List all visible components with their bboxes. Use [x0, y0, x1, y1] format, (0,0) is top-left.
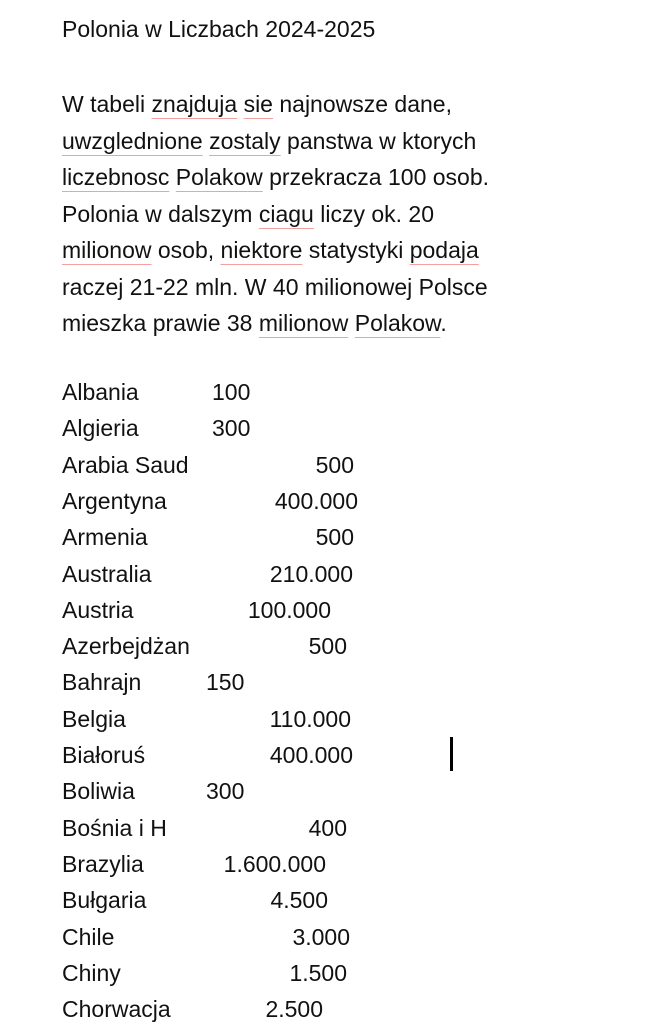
country-row — [0, 628, 648, 664]
country-name: Chile — [62, 923, 115, 950]
country-value: 400.000 — [269, 742, 353, 768]
country-value: 500 — [315, 524, 354, 551]
paragraph-line — [62, 269, 582, 306]
paragraph-text: osob, — [151, 237, 221, 263]
country-row — [0, 737, 648, 773]
spellcheck-word: milionow — [62, 237, 152, 263]
country-row — [0, 410, 648, 446]
country-value: 300 — [212, 415, 251, 442]
country-value: 110.000 — [269, 705, 351, 732]
country-row — [0, 882, 648, 918]
paragraph-text: . — [440, 310, 447, 336]
paragraph-line — [62, 305, 582, 342]
country-row — [0, 519, 648, 555]
country-value: 400 — [308, 814, 347, 841]
paragraph-text: raczej 21-22 mln. W 40 milionowej Polsce — [62, 273, 488, 300]
country-row — [0, 447, 648, 483]
country-name: Chiny — [62, 959, 121, 986]
spellcheck-word: uwzglednione — [62, 127, 203, 154]
paragraph-line — [62, 196, 582, 233]
country-row — [0, 664, 648, 700]
country-name: Belgia — [62, 705, 126, 732]
country-row — [0, 846, 648, 882]
country-value: 150 — [206, 669, 245, 696]
spellcheck-word: podaja — [409, 237, 479, 263]
country-name: Bośnia i H — [62, 814, 167, 841]
spellcheck-word: Polakow — [354, 310, 441, 336]
paragraph-text: statystyki — [302, 237, 410, 263]
country-value: 1.500 — [289, 959, 347, 986]
country-row — [0, 592, 648, 628]
paragraph-text: mieszka prawie 38 — [62, 310, 259, 336]
spellcheck-word: sie — [243, 91, 273, 117]
country-name: Albania — [62, 379, 139, 405]
country-row — [0, 556, 648, 592]
spellcheck-word: Polakow — [175, 164, 263, 190]
paragraph-text: najnowsze dane, — [272, 91, 452, 117]
paragraph-text: W tabeli — [62, 91, 152, 117]
country-value: 100 — [212, 379, 251, 405]
country-name: Boliwia — [62, 778, 135, 805]
country-row — [0, 701, 648, 737]
country-name: Bułgaria — [62, 887, 147, 914]
country-row — [0, 991, 648, 1027]
text-cursor — [450, 737, 453, 771]
spellcheck-word: niektore — [220, 237, 303, 263]
paragraph-line — [62, 232, 582, 269]
country-value: 300 — [206, 778, 245, 805]
paragraph-line — [62, 159, 582, 196]
country-name: Austria — [62, 596, 134, 623]
spellcheck-word: liczebnosc — [62, 164, 170, 190]
country-value: 4.500 — [270, 887, 328, 914]
country-value: 100.000 — [247, 596, 331, 623]
country-value: 400.000 — [274, 487, 358, 514]
country-name: Białoruś — [62, 742, 146, 768]
paragraph-line — [62, 123, 582, 160]
paragraph-text: Polonia w dalszym — [62, 200, 259, 227]
spellcheck-word: ciagu — [258, 200, 314, 227]
country-name: Algieria — [62, 415, 139, 442]
country-name: Australia — [62, 560, 152, 587]
country-name: Argentyna — [62, 487, 167, 514]
country-row — [0, 773, 648, 809]
country-row — [0, 955, 648, 991]
country-name: Azerbejdżan — [62, 633, 190, 660]
country-value: 500 — [315, 451, 354, 478]
country-value: 2.500 — [265, 996, 323, 1023]
spellcheck-word: zostaly — [209, 127, 281, 154]
country-name: Bahrajn — [62, 669, 142, 696]
spellcheck-word: milionow — [258, 310, 349, 336]
country-name: Arabia Saud — [62, 451, 189, 478]
country-value: 3.000 — [292, 923, 350, 950]
country-name: Armenia — [62, 524, 148, 551]
document-title: Polonia w Liczbach 2024-2025 — [62, 16, 376, 42]
country-value: 1.600.000 — [223, 850, 326, 877]
country-row — [0, 483, 648, 519]
country-row — [0, 374, 648, 410]
paragraph-text: panstwa w ktorych — [280, 127, 477, 154]
country-value: 210.000 — [269, 560, 353, 587]
country-row — [0, 810, 648, 846]
intro-paragraph — [62, 86, 582, 342]
country-name: Chorwacja — [62, 996, 171, 1023]
spellcheck-word: znajduja — [151, 91, 238, 117]
country-value: 500 — [308, 633, 347, 660]
country-name: Brazylia — [62, 850, 144, 877]
paragraph-text: przekracza 100 osob. — [262, 164, 490, 190]
paragraph-text: liczy ok. 20 — [313, 200, 434, 227]
paragraph-line — [62, 86, 582, 123]
country-row — [0, 919, 648, 955]
